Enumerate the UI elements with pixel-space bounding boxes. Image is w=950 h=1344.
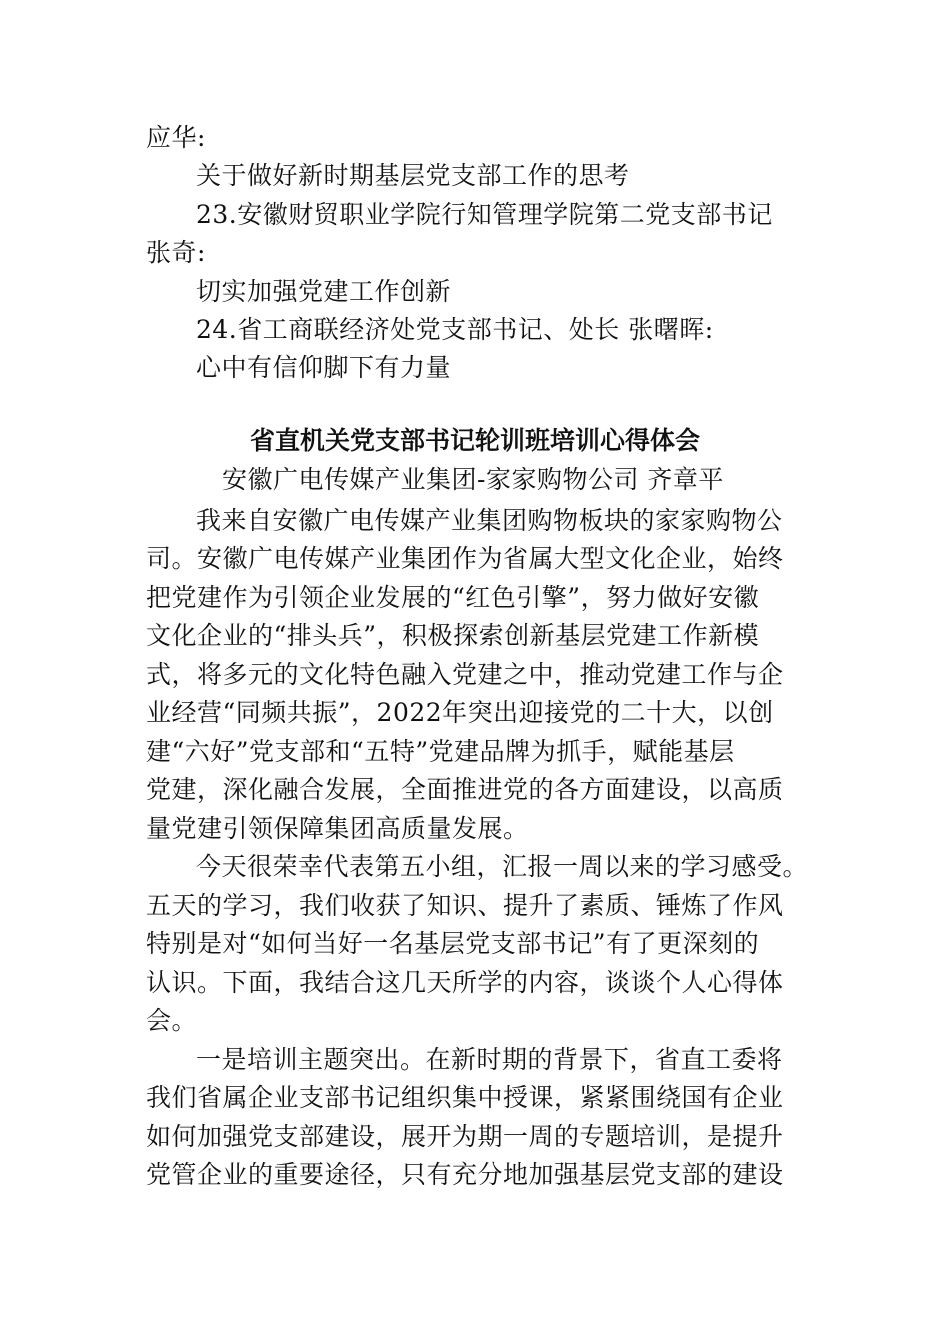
paragraph-line: 司。安徽广电传媒产业集团作为省属大型文化企业，始终 bbox=[146, 544, 784, 573]
paragraph-line: 特别是对“如何当好一名基层党支部书记”有了更深刻的 bbox=[146, 929, 760, 958]
paragraph-line: 文化企业的“排头兵”，积极探索创新基层党建工作新模 bbox=[146, 621, 760, 650]
paragraph-line: 我来自安徽广电传媒产业集团购物板块的家家购物公 bbox=[196, 506, 783, 535]
article-title: 省直机关党支部书记轮训班培训心得体会 bbox=[249, 426, 700, 455]
paragraph-line: 一是培训主题突出。在新时期的背景下，省直工委将 bbox=[196, 1045, 783, 1074]
paragraph-line: 如何加强党支部建设，展开为期一周的专题培训，是提升 bbox=[146, 1122, 784, 1151]
text-line: 23.安徽财贸职业学院行知管理学院第二党支部书记 bbox=[196, 200, 773, 229]
text-line: 张奇: bbox=[146, 238, 206, 267]
paragraph-line: 党建，深化融合发展，全面推进党的各方面建设，以高质 bbox=[146, 775, 784, 804]
text-line: 应华: bbox=[146, 123, 206, 152]
paragraph-line: 我们省属企业支部书记组织集中授课，紧紧围绕国有企业 bbox=[146, 1083, 784, 1112]
paragraph-line: 量党建引领保障集团高质量发展。 bbox=[146, 814, 529, 843]
paragraph-line: 认识。下面，我结合这几天所学的内容，谈谈个人心得体 bbox=[146, 968, 784, 997]
paragraph-line: 今天很荣幸代表第五小组，汇报一周以来的学习感受。 bbox=[196, 852, 809, 881]
paragraph-line: 建“六好”党支部和“五特”党建品牌为抓手，赋能基层 bbox=[146, 737, 735, 766]
paragraph-line: 会。 bbox=[146, 1006, 198, 1035]
text-line: 切实加强党建工作创新 bbox=[196, 277, 452, 306]
paragraph-line: 党管企业的重要途径，只有充分地加强基层党支部的建设 bbox=[146, 1160, 784, 1189]
paragraph-line: 式，将多元的文化特色融入党建之中，推动党建工作与企 bbox=[146, 660, 784, 689]
article-author: 安徽广电传媒产业集团-家家购物公司 齐章平 bbox=[222, 465, 724, 494]
paragraph-line: 业经营“同频共振”，2022年突出迎接党的二十大，以创 bbox=[146, 698, 774, 727]
text-line: 关于做好新时期基层党支部工作的思考 bbox=[196, 161, 630, 190]
text-line: 心中有信仰脚下有力量 bbox=[196, 353, 452, 382]
paragraph-line: 五天的学习，我们收获了知识、提升了素质、锤炼了作风 bbox=[146, 891, 784, 920]
text-line: 24.省工商联经济处党支部书记、处长 张曙晖: bbox=[196, 315, 714, 344]
paragraph-line: 把党建作为引领企业发展的“红色引擎”，努力做好安徽 bbox=[146, 583, 760, 612]
